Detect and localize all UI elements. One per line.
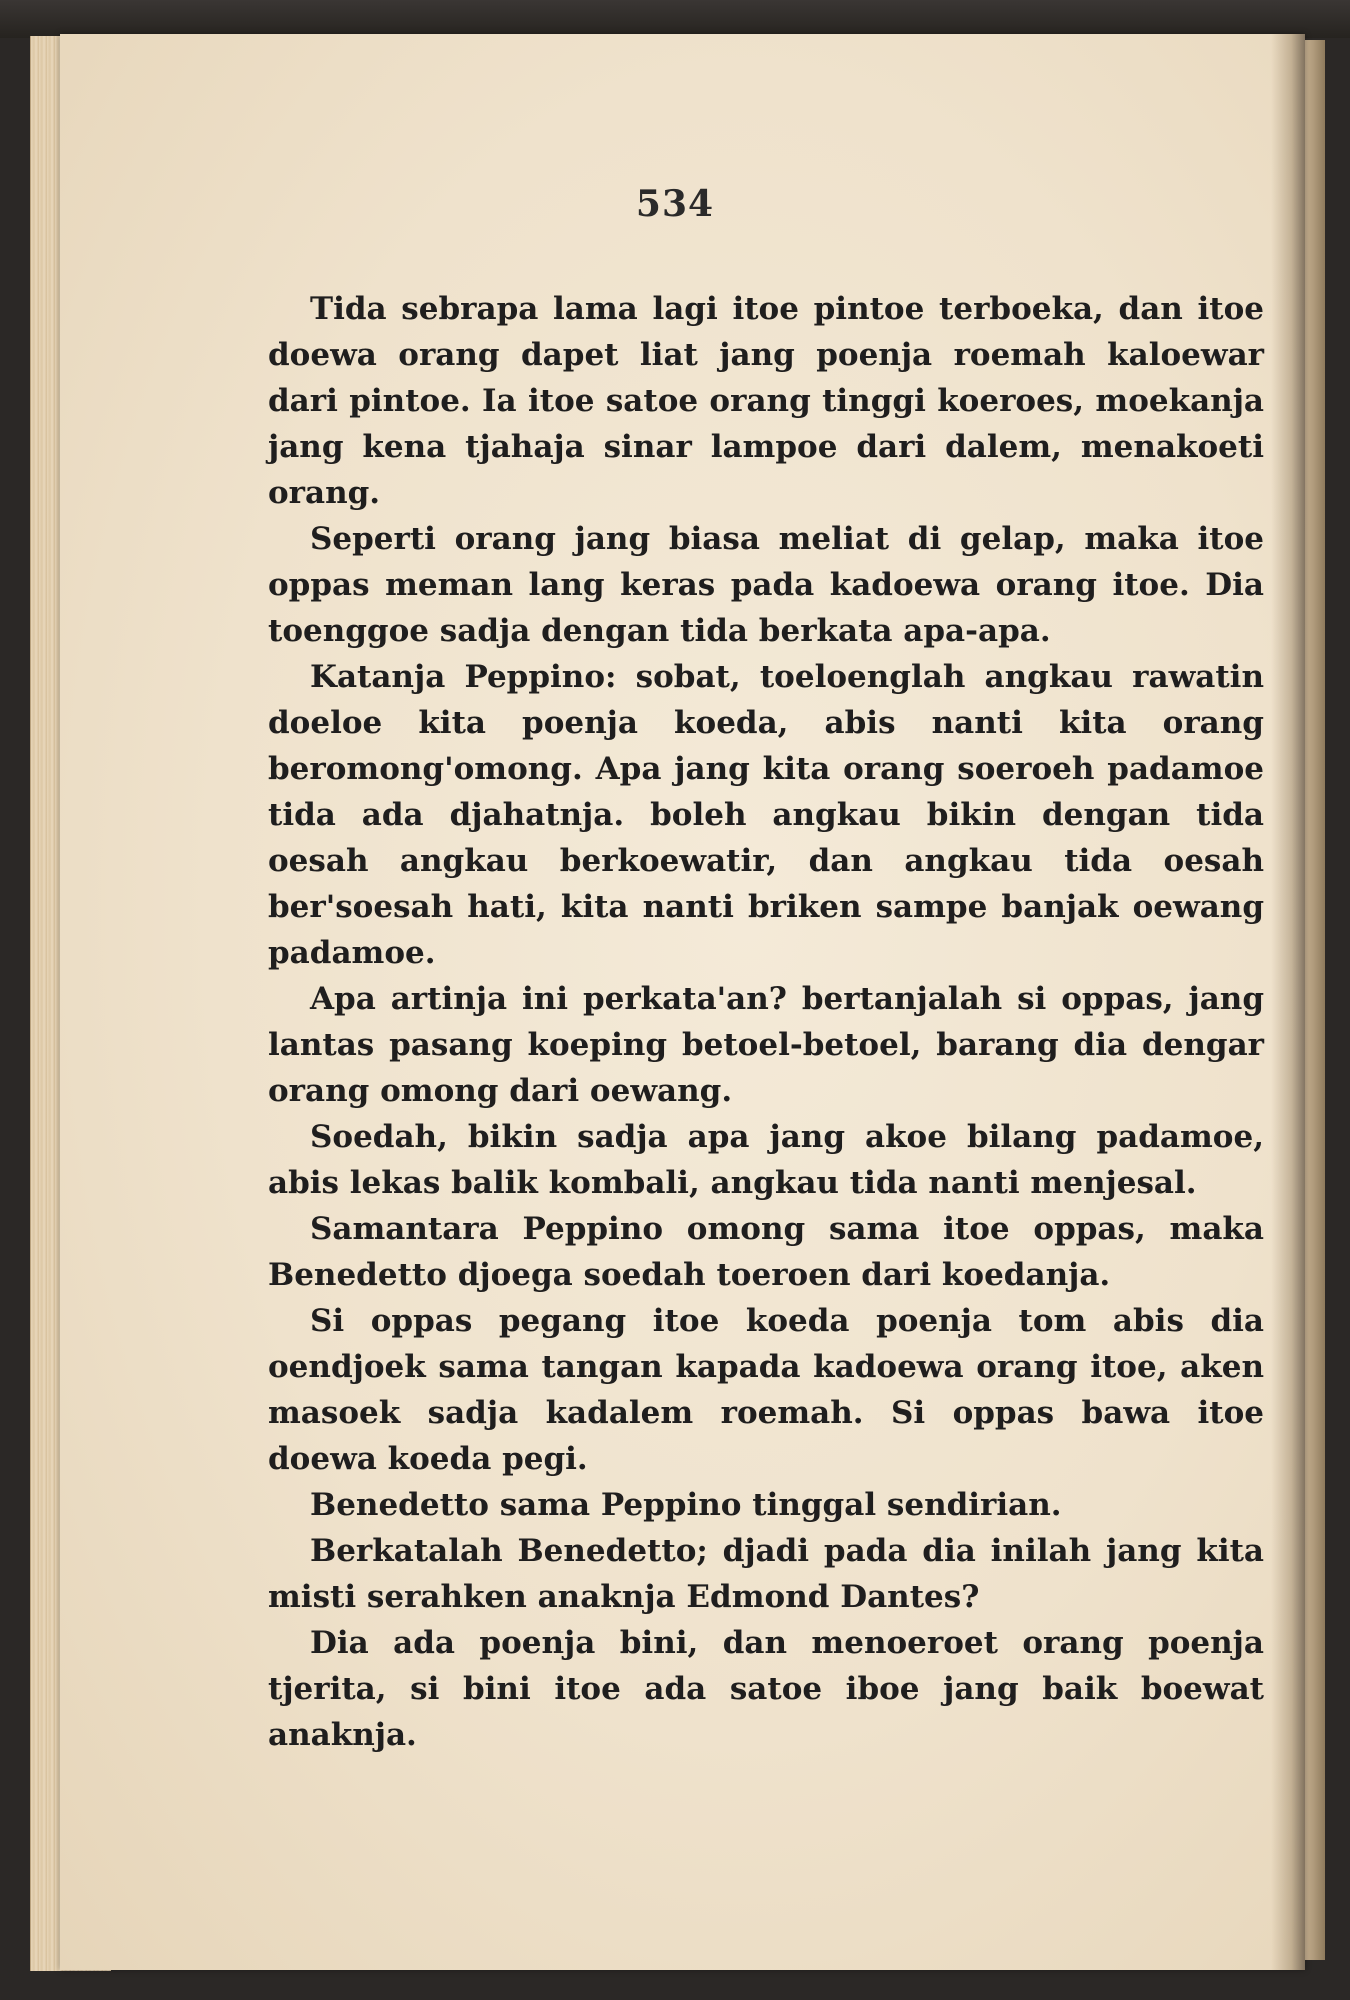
page-text xyxy=(268,286,1264,1758)
paragraph: Tida sebrapa lama lagi itoe pintoe terboeka, dan itoe doewa orang dapet liat jang poenja roemah kaloewar dari pintoe. Ia itoe satoe orang tinggi koeroes, moekanja jang kena tjahaja sinar lampoe dari dalem, menakoeti orang. xyxy=(268,291,1264,511)
page-number: 534 xyxy=(635,183,715,225)
book-right-edge xyxy=(1305,40,1325,1960)
paragraph: Apa artinja ini perkata'an? bertanjalah si oppas, jang lantas pasang koeping betoel-betoel, barang dia dengar orang omong dari oewang. xyxy=(268,981,1264,1109)
paragraph: Samantara Peppino omong sama itoe oppas, maka Benedetto djoega soedah toeroen dari koedanja. xyxy=(268,1211,1264,1293)
page-gutter xyxy=(1271,34,1305,1970)
paragraph: Dia ada poenja bini, dan menoeroet orang poenja tjerita, si bini itoe ada satoe iboe jang baik boewat anaknja. xyxy=(268,1625,1264,1753)
paragraph: Benedetto sama Peppino tinggal sendirian. xyxy=(310,1487,1062,1523)
paragraph: Si oppas pegang itoe koeda poenja tom abis dia oendjoek sama tangan kapada kadoewa orang itoe, aken masoek sadja kadalem roemah. Si oppas bawa itoe doewa koeda pegi. xyxy=(268,1303,1264,1477)
background-top xyxy=(0,0,1350,38)
paragraph: Berkatalah Benedetto; djadi pada dia inilah jang kita misti serahken anaknja Edmond Dantes? xyxy=(268,1533,1264,1615)
paragraph: Soedah, bikin sadja apa jang akoe bilang padamoe, abis lekas balik kombali, angkau tida nanti menjesal. xyxy=(268,1119,1264,1201)
paragraph: Katanja Peppino: sobat, toeloenglah angkau rawatin doeloe kita poenja koeda, abis nanti kita orang beromong'omong. Apa jang kita orang soeroeh padamoe tida ada djahatnja. boleh angkau bikin dengan tida oesah angkau berkoewatir, dan angkau tida oesah ber'soesah hati, kita nanti briken sampe banjak oewang padamoe. xyxy=(268,659,1264,971)
paragraph: Seperti orang jang biasa meliat di gelap, maka itoe oppas meman lang keras pada kadoewa orang itoe. Dia toenggoe sadja dengan tida berkata apa-apa. xyxy=(268,521,1264,649)
